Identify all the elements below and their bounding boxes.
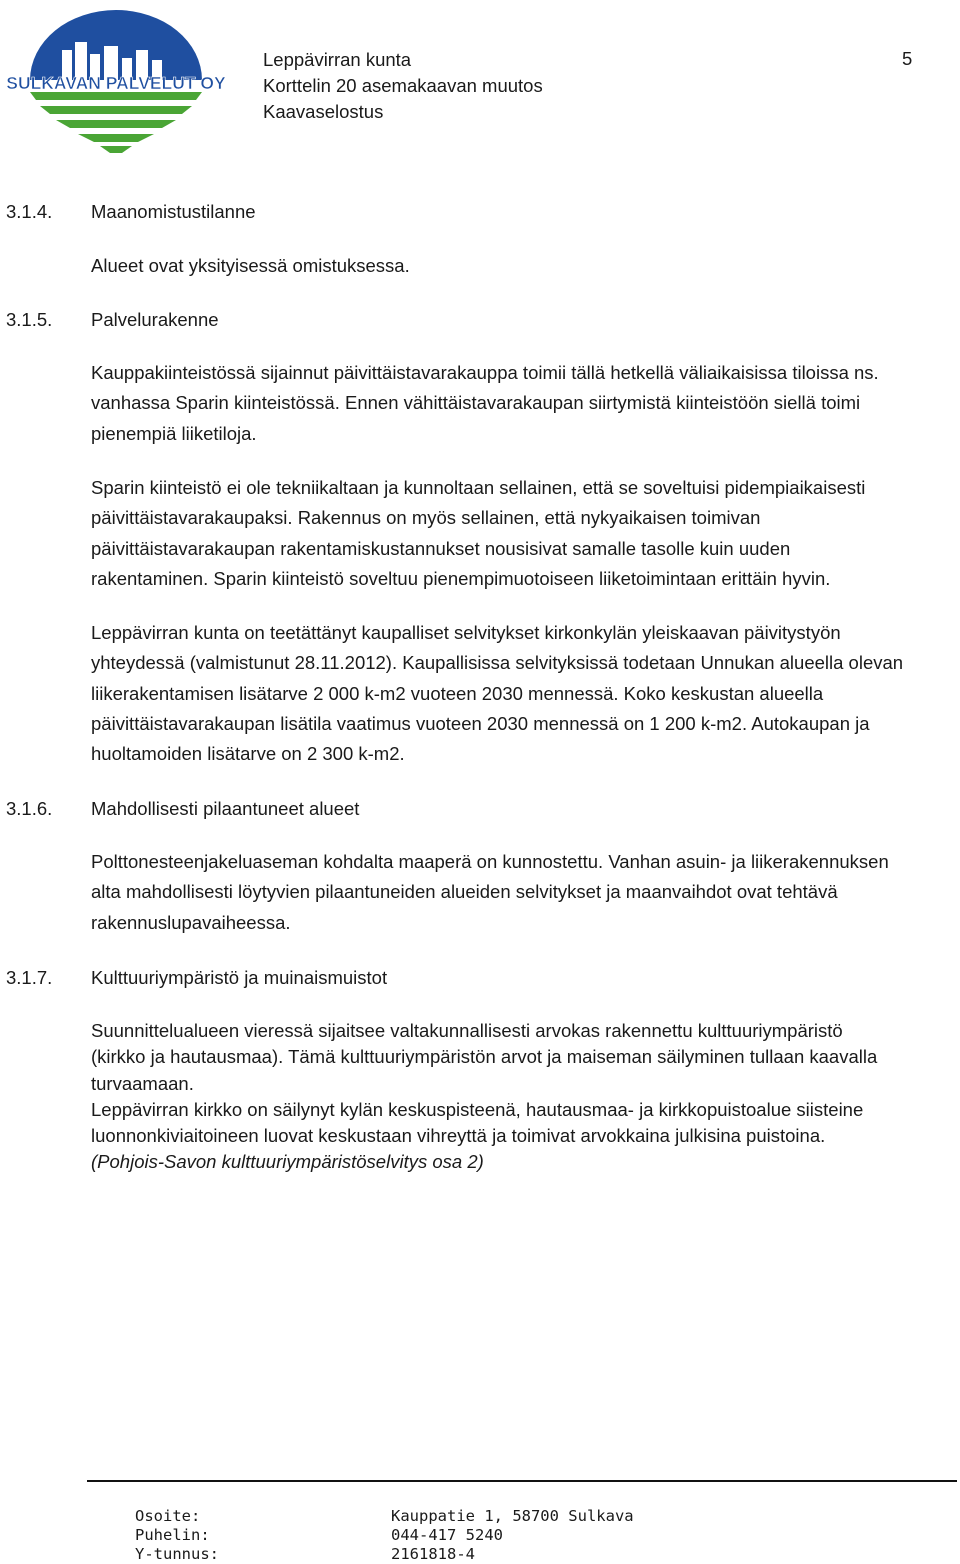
text-line: vanhassa Sparin kiinteistössä. Ennen vähittäistavarakaupan siirtymistä kiinteistöön siellä toimi: [91, 392, 861, 414]
paragraph: [91, 618, 957, 769]
paragraph: [91, 473, 957, 594]
paragraph: [91, 251, 957, 281]
text-line: liikerakentamisen lisätarve 2 000 k-m2 vuoteen 2030 mennessä. Koko keskustan alueella: [91, 682, 824, 704]
text-line: rakentaminen. Sparin kiinteistö soveltuu pienempimuotoiseen liiketoimintaan erittäin hyvin.: [91, 567, 831, 589]
text-line: Suunnittelualueen vieressä sijaitsee valtakunnallisesti arvokas rakennettu kulttuuriympäristö: [91, 1020, 843, 1041]
text-line: Polttonesteenjakeluaseman kohdalta maaperä on kunnostettu. Vanhan asuin- ja liikerakennuksen: [91, 851, 889, 872]
text-line: päivittäistavarakaupaksi. Rakennus on myös sellainen, että nykyaikaisen toimivan: [91, 507, 761, 529]
text-line: päivittäistavarakaupan lisätila vaatimus vuoteen 2030 mennessä on 1 200 k-m2. Autokaupan ja: [91, 712, 870, 734]
text-line: Leppävirran kunta on teetättänyt kaupalliset selvitykset kirkonkylän yleiskaavan päivitystyön: [91, 622, 841, 643]
text-line: pienempiä liiketiloja.: [91, 422, 257, 444]
footer-id-value: 2161818-4: [391, 1545, 475, 1563]
text-line: Leppävirran kirkko on säilynyt kylän keskuspisteenä, hautausmaa- ja kirkkopuistoalue siisteine: [91, 1098, 864, 1120]
section-number: 3.1.6.: [6, 798, 53, 819]
paragraph: [91, 358, 957, 449]
text-line: Sparin kiinteistö ei ole tekniikaltaan ja kunnoltaan sellainen, että se soveltuisi pidempiaikaisesti: [91, 477, 866, 498]
page-number: 5: [902, 48, 913, 69]
footer-phone-label: Puhelin:: [135, 1526, 210, 1544]
header-document: Kaavaselostus: [263, 101, 384, 122]
text-line: turvaamaan.: [91, 1072, 194, 1094]
logo-text: SULKAVAN PALVELUT OY: [6, 73, 226, 93]
text-line: yhteydessä (valmistunut 28.11.2012). Kaupallisissa selvityksissä todetaan Unnukan alueella olevan: [91, 652, 904, 674]
header-plan: Korttelin 20 asemakaavan muutos: [263, 75, 543, 96]
section-number: 3.1.7.: [6, 967, 53, 988]
text-line: Kauppakiinteistössä sijainnut päivittäistavarakauppa toimii tällä hetkellä väliaikaisissa tiloissa ns.: [91, 362, 879, 383]
text-line: Alueet ovat yksityisessä omistuksessa.: [91, 255, 410, 276]
text-line: alta mahdollisesti löytyvien pilaantuneiden alueiden selvitykset ja maanvaihdot ovat tehtävä: [91, 881, 838, 903]
section-title: Palvelurakenne: [91, 309, 219, 330]
section-title: Mahdollisesti pilaantuneet alueet: [91, 798, 360, 819]
section-title: Kulttuuriympäristö ja muinaismuistot: [91, 967, 388, 988]
footer-id-label: Y-tunnus:: [135, 1545, 219, 1563]
paragraph: [91, 847, 957, 938]
text-line: huoltamoiden lisätarve on 2 300 k-m2.: [91, 743, 405, 765]
footer-address-value: Kauppatie 1, 58700 Sulkava: [391, 1507, 634, 1525]
text-line: luonnonkiviaitoineen luovat keskustaan vihreyttä ja toimivat arvokkaina julkisina puistoina.: [91, 1125, 826, 1147]
logo-graphic: [0, 10, 232, 158]
footer-address-label: Osoite:: [135, 1507, 201, 1525]
section-number: 3.1.5.: [6, 309, 53, 330]
text-line: rakennuslupavaiheessa.: [91, 911, 291, 933]
paragraph: [91, 1018, 957, 1176]
header-municipality: Leppävirran kunta: [263, 49, 412, 70]
company-logo: [0, 10, 232, 158]
footer-divider: [87, 1480, 957, 1482]
section-title: Maanomistustilanne: [91, 201, 256, 222]
citation: (Pohjois-Savon kulttuuriympäristöselvitys osa 2): [91, 1151, 484, 1173]
footer-phone-value: 044-417 5240: [391, 1526, 503, 1544]
text-line: päivittäistavarakaupan rakentamiskustannukset nousisivat samalle tasolle kuin uuden: [91, 537, 791, 559]
text-line: (kirkko ja hautausmaa). Tämä kulttuuriympäristön arvot ja maiseman säilyminen tullaan kaavalla: [91, 1046, 878, 1068]
section-number: 3.1.4.: [6, 201, 53, 222]
